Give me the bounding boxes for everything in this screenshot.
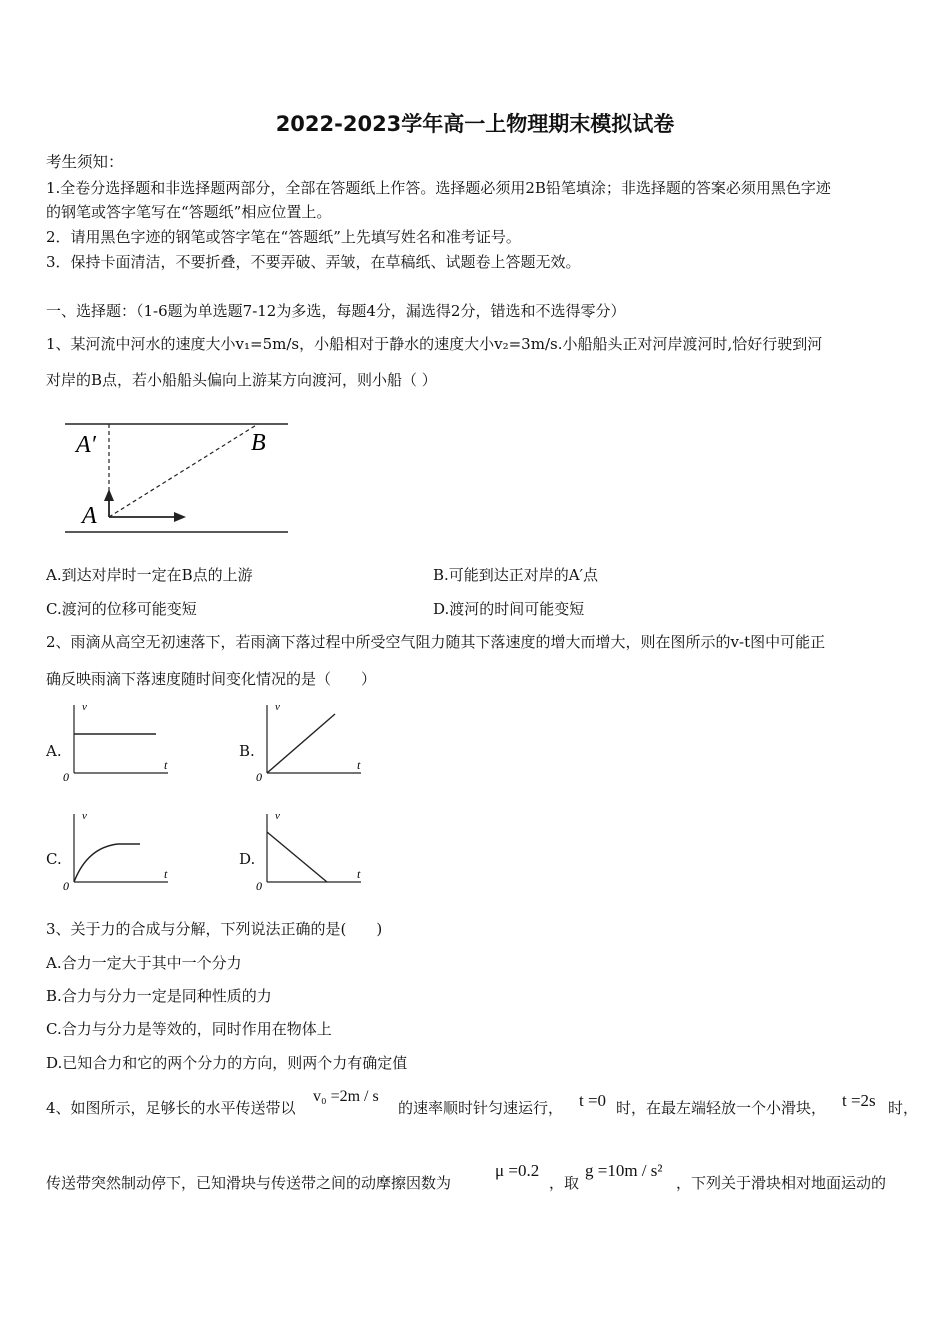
- label-a-prime: A′: [76, 432, 96, 458]
- q4-v0-formula: v₀ =2m / s: [313, 1088, 379, 1105]
- q4-text-2: 的速率顺时针匀速运行，: [398, 1099, 564, 1117]
- q2-graph-c-label: C.: [46, 850, 62, 868]
- y-axis-label: v: [275, 810, 280, 822]
- boat-velocity-arrowhead: [104, 489, 114, 501]
- q2-stem-line-1: 2、雨滴从高空无初速落下，若雨滴下落过程中所受空气阻力随其下落速度的增大而增大，则在图所示的v-t图中可能正: [46, 633, 826, 651]
- q3-stem: 3、关于力的合成与分解，下列说法正确的是( ): [46, 920, 383, 938]
- x-axis-label: t: [164, 867, 168, 881]
- origin-label: 0: [63, 770, 69, 784]
- x-axis-label: t: [357, 867, 361, 881]
- origin-label: 0: [63, 879, 69, 893]
- q2-graph-b-label: B.: [239, 742, 255, 760]
- q3-option-d: D.已知合力和它的两个分力的方向，则两个力有确定值: [46, 1054, 408, 1072]
- q4-text-3: 时，在最左端轻放一个小滑块，: [616, 1099, 827, 1117]
- river-diagram: [60, 415, 300, 540]
- q4-text-5: 传送带突然制动停下，已知滑块与传送带之间的动摩擦因数为: [46, 1174, 452, 1192]
- notice-line-4: 3．保持卡面清洁，不要折叠，不要弄破、弄皱，在草稿纸、试题卷上答题无效。: [46, 253, 581, 271]
- notice-line-3: 2．请用黑色字迹的钢笔或答字笔在“答题纸”上先填写姓名和准考证号。: [46, 228, 521, 246]
- q2-graph-a-label: A.: [46, 742, 62, 760]
- notice-heading: 考生须知：: [46, 153, 124, 171]
- q1-stem-line-2: 对岸的B点，若小船船头偏向上游某方向渡河，则小船（ ）: [46, 371, 437, 389]
- q4-text-7: ，下列关于滑块相对地面运动的: [676, 1174, 887, 1192]
- q4-text-4: 时，: [888, 1099, 919, 1117]
- q1-stem-line-1: 1、某河流中河水的速度大小v₁=5m/s，小船相对于静水的速度大小v₂=3m/s.小船船头正对河岸渡河时,恰好行驶到河: [46, 335, 823, 353]
- q1-option-c: C.渡河的位移可能变短: [46, 600, 197, 618]
- page-title: 2022-2023学年高一上物理期末模拟试卷: [275, 112, 675, 136]
- q2-stem-line-2: 确反映雨滴下落速度随时间变化情况的是（ ）: [46, 670, 377, 688]
- notice-line-2: 的钢笔或答字笔写在“答题纸”相应位置上。: [46, 203, 332, 221]
- label-b: B: [251, 430, 266, 456]
- y-axis-label: v: [275, 701, 280, 713]
- q2-graph-c: [60, 806, 175, 891]
- q4-text-6: ，取: [549, 1174, 580, 1192]
- q1-option-d: D.渡河的时间可能变短: [433, 600, 585, 618]
- q2-graph-b: [253, 697, 368, 782]
- origin-label: 0: [256, 879, 262, 893]
- notice-line-1: 1.全卷分选择题和非选择题两部分，全部在答题纸上作答。选择题必须用2B铅笔填涂；非选择题的答案必须用黑色字迹: [46, 179, 831, 197]
- x-axis-label: t: [357, 758, 361, 772]
- v-t-curve: [74, 844, 140, 882]
- x-axis-label: t: [164, 758, 168, 772]
- section-heading: 一、选择题：（1-6题为单选题7-12为多选，每题4分，漏选得2分，错选和不选得零分）: [46, 302, 626, 320]
- q1-option-a: A.到达对岸时一定在B点的上游: [46, 566, 253, 584]
- origin-label: 0: [256, 770, 262, 784]
- q4-mu-formula: μ =0.2: [495, 1161, 540, 1180]
- y-axis-label: v: [82, 701, 87, 713]
- q4-t2-formula: t =2s: [842, 1091, 876, 1110]
- q3-option-b: B.合力与分力一定是同种性质的力: [46, 987, 272, 1005]
- v-t-curve: [267, 714, 335, 773]
- v-t-curve: [267, 832, 327, 882]
- dashed-path-to-b: [109, 424, 258, 517]
- label-a: A: [82, 503, 97, 529]
- water-velocity-arrowhead: [174, 512, 186, 522]
- q2-graph-a: [60, 697, 175, 782]
- q4-text-1: 4、如图所示，足够长的水平传送带以: [46, 1099, 296, 1117]
- q3-option-c: C.合力与分力是等效的，同时作用在物体上: [46, 1020, 332, 1038]
- q4-g-formula: g =10m / s²: [585, 1161, 663, 1180]
- q4-t0-formula: t =0: [579, 1091, 607, 1110]
- y-axis-label: v: [82, 810, 87, 822]
- q2-graph-d: [253, 806, 368, 891]
- q3-option-a: A.合力一定大于其中一个分力: [46, 954, 242, 972]
- q2-graph-d-label: D.: [239, 850, 256, 868]
- q1-option-b: B.可能到达正对岸的A′点: [433, 566, 599, 584]
